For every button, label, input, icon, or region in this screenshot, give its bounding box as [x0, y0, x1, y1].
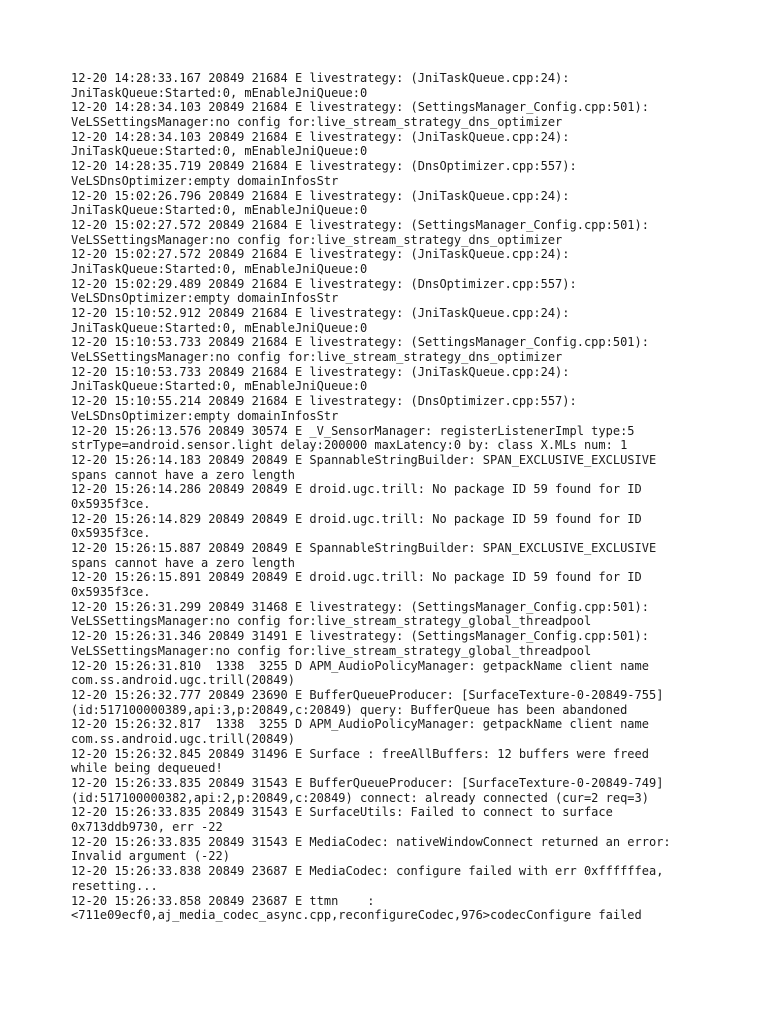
log-line: <711e09ecf0,aj_media_codec_async.cpp,reconfigureCodec,976>codecConfigure failed — [71, 908, 642, 923]
log-line: VeLSSettingsManager:no config for:live_stream_strategy_dns_optimizer — [71, 115, 563, 130]
log-line: 12-20 15:26:14.829 20849 20849 E droid.ugc.trill: No package ID 59 found for ID — [71, 511, 642, 526]
log-line: JniTaskQueue:Started:0, mEnableJniQueue:0 — [71, 379, 368, 394]
log-line: spans cannot have a zero length — [71, 467, 295, 482]
log-line: 0x713ddb9730, err -22 — [71, 820, 223, 835]
log-line: 12-20 15:26:15.887 20849 20849 E SpannableStringBuilder: SPAN_EXCLUSIVE_EXCLUSIVE — [71, 541, 657, 555]
log-line: JniTaskQueue:Started:0, mEnableJniQueue:0 — [71, 85, 368, 100]
log-line: JniTaskQueue:Started:0, mEnableJniQueue:0 — [71, 261, 368, 276]
log-line: strType=android.sensor.light delay:200000 maxLatency:0 by: class X.MLs num: 1 — [71, 438, 628, 453]
log-line: VeLSDnsOptimizer:empty domainInfosStr — [71, 173, 339, 188]
log-line: while being dequeued! — [71, 761, 223, 776]
log-line: 12-20 15:26:31.346 20849 31491 E livestrategy: (SettingsManager_Config.cpp:501): — [71, 629, 649, 644]
log-line: 0x5935f3ce. — [71, 496, 151, 511]
log-line: resetting... — [71, 878, 158, 893]
log-line: 12-20 14:28:35.719 20849 21684 E livestrategy: (DnsOptimizer.cpp:557): — [71, 159, 577, 174]
log-line: 12-20 15:26:33.835 20849 31543 E MediaCodec: nativeWindowConnect returned an error: — [71, 834, 671, 849]
log-line: 12-20 15:02:26.796 20849 21684 E livestrategy: (JniTaskQueue.cpp:24): — [71, 188, 570, 203]
log-line: 12-20 15:10:53.733 20849 21684 E livestrategy: (JniTaskQueue.cpp:24): — [71, 364, 570, 379]
log-line: JniTaskQueue:Started:0, mEnableJniQueue:0 — [71, 320, 368, 335]
log-line: 0x5935f3ce. — [71, 585, 151, 600]
log-line: VeLSSettingsManager:no config for:live_stream_strategy_dns_optimizer — [71, 232, 563, 247]
log-line: VeLSSettingsManager:no config for:live_stream_strategy_global_threadpool — [71, 614, 592, 629]
log-line: 12-20 15:26:14.286 20849 20849 E droid.ugc.trill: No package ID 59 found for ID — [71, 482, 642, 497]
log-line: (id:517100000389,api:3,p:20849,c:20849) query: BufferQueue has been abandoned — [71, 702, 628, 717]
log-line: VeLSSettingsManager:no config for:live_stream_strategy_dns_optimizer — [71, 350, 563, 365]
log-line: JniTaskQueue:Started:0, mEnableJniQueue:0 — [71, 144, 368, 159]
log-line: 12-20 15:26:14.183 20849 20849 E SpannableStringBuilder: SPAN_EXCLUSIVE_EXCLUSIVE — [71, 452, 657, 467]
log-line: com.ss.android.ugc.trill(20849) — [71, 731, 295, 746]
log-line: spans cannot have a zero length — [71, 555, 295, 570]
log-line: 12-20 15:02:29.489 20849 21684 E livestrategy: (DnsOptimizer.cpp:557): — [71, 276, 577, 291]
log-line: 12-20 15:26:33.835 20849 31543 E SurfaceUtils: Failed to connect to surface — [71, 805, 613, 820]
log-line: VeLSDnsOptimizer:empty domainInfosStr — [71, 291, 339, 306]
log-line: 12-20 15:02:27.572 20849 21684 E livestrategy: (SettingsManager_Config.cpp:501): — [71, 217, 649, 232]
log-line: VeLSDnsOptimizer:empty domainInfosStr — [71, 408, 339, 423]
log-line: 12-20 15:10:53.733 20849 21684 E livestrategy: (SettingsManager_Config.cpp:501): — [71, 335, 649, 350]
log-line: 12-20 15:26:31.810 1338 3255 D APM_AudioPolicyManager: getpackName client name — [71, 658, 649, 673]
log-line: (id:517100000382,api:2,p:20849,c:20849) connect: already connected (cur=2 req=3) — [71, 790, 649, 805]
log-line: 12-20 15:10:52.912 20849 21684 E livestrategy: (JniTaskQueue.cpp:24): — [71, 306, 570, 320]
log-line: 12-20 14:28:34.103 20849 21684 E livestrategy: (JniTaskQueue.cpp:24): — [71, 129, 570, 144]
log-line: com.ss.android.ugc.trill(20849) — [71, 673, 295, 688]
log-line: 12-20 15:26:13.576 20849 30574 E _V_SensorManager: registerListenerImpl type:5 — [71, 423, 635, 438]
log-line: 12-20 15:26:15.891 20849 20849 E droid.ugc.trill: No package ID 59 found for ID — [71, 570, 642, 585]
log-line: 12-20 15:26:32.845 20849 31496 E Surface : freeAllBuffers: 12 buffers were freed — [71, 746, 649, 761]
log-line: 12-20 15:26:32.777 20849 23690 E BufferQueueProducer: [SurfaceTexture-0-20849-755] — [71, 687, 664, 702]
log-line: 12-20 15:26:31.299 20849 31468 E livestrategy: (SettingsManager_Config.cpp:501): — [71, 599, 649, 614]
log-line: Invalid argument (-22) — [71, 849, 230, 864]
log-text-block — [71, 71, 761, 923]
log-line: 12-20 14:28:34.103 20849 21684 E livestrategy: (SettingsManager_Config.cpp:501): — [71, 100, 649, 115]
log-line: 12-20 15:26:33.835 20849 31543 E BufferQueueProducer: [SurfaceTexture-0-20849-749] — [71, 776, 664, 790]
log-line: VeLSSettingsManager:no config for:live_stream_strategy_global_threadpool — [71, 643, 592, 658]
log-line: 12-20 14:28:33.167 20849 21684 E livestrategy: (JniTaskQueue.cpp:24): — [71, 71, 570, 85]
log-line: 12-20 15:02:27.572 20849 21684 E livestrategy: (JniTaskQueue.cpp:24): — [71, 247, 570, 262]
log-line: JniTaskQueue:Started:0, mEnableJniQueue:0 — [71, 203, 368, 218]
log-line: 12-20 15:26:32.817 1338 3255 D APM_AudioPolicyManager: getpackName client name — [71, 717, 649, 732]
log-line: 0x5935f3ce. — [71, 526, 151, 541]
log-line: 12-20 15:10:55.214 20849 21684 E livestrategy: (DnsOptimizer.cpp:557): — [71, 394, 577, 409]
log-line: 12-20 15:26:33.838 20849 23687 E MediaCodec: configure failed with err 0xffffffea, — [71, 864, 664, 879]
log-line: 12-20 15:26:33.858 20849 23687 E ttmn : — [71, 893, 375, 908]
